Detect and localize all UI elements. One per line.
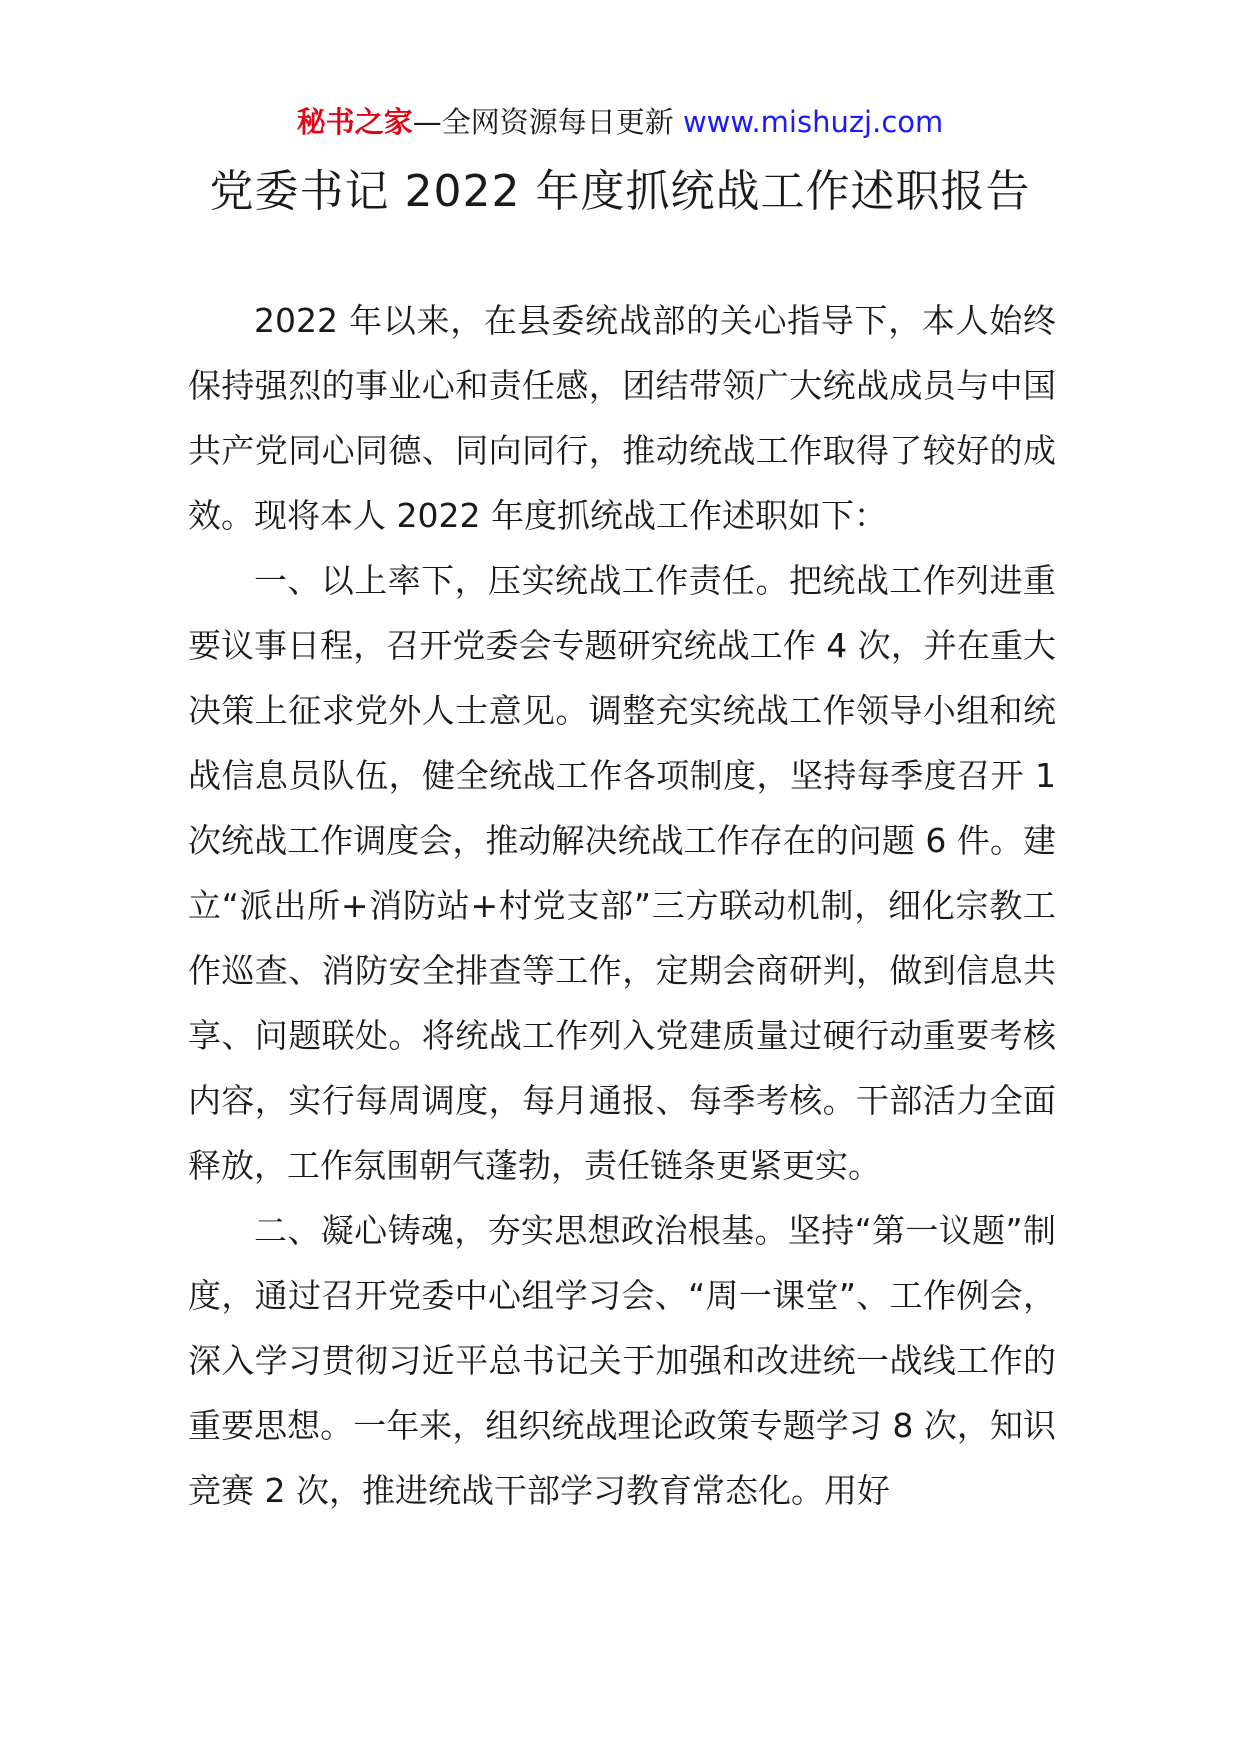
site-slogan: —全网资源每日更新	[412, 105, 683, 139]
document-title: 党委书记 2022 年度抓统战工作述职报告	[209, 166, 1031, 217]
document-body	[188, 288, 1056, 1523]
brand-name: 秘书之家	[296, 105, 413, 139]
paragraph-section-two: 二、凝心铸魂，夯实思想政治根基。坚持“第一议题”制度，通过召开党委中心组学习会、“周一课堂”、工作例会，深入学习贯彻习近平总书记关于加强和改进统一战线工作的重要思想。一年来，组织统战理论政策专题学习 8 次，知识竞赛 2 次，推进统战干部学习教育常态化。用好	[188, 1211, 1056, 1510]
site-url-link[interactable]: www.mishuzj.com	[682, 105, 944, 139]
site-header	[0, 100, 1240, 144]
paragraph-intro: 2022 年以来，在县委统战部的关心指导下，本人始终保持强烈的事业心和责任感，团结带领广大统战成员与中国共产党同心同德、同向同行，推动统战工作取得了较好的成效。现将本人 2022 年度抓统战工作述职如下：	[188, 301, 1056, 535]
paragraph-section-one: 一、以上率下，压实统战工作责任。把统战工作列进重要议事日程，召开党委会专题研究统战工作 4 次，并在重大决策上征求党外人士意见。调整充实统战工作领导小组和统战信息员队伍，健全统战工作各项制度，坚持每季度召开 1 次统战工作调度会，推动解决统战工作存在的问题 6 件。建立“派出所+消防站+村党支部”三方联动机制，细化宗教工作巡查、消防安全排查等工作，定期会商研判，做到信息共享、问题联处。将统战工作列入党建质量过硬行动重要考核内容，实行每周调度，每月通报、每季考核。干部活力全面释放，工作氛围朝气蓬勃，责任链条更紧更实。	[188, 561, 1056, 1185]
